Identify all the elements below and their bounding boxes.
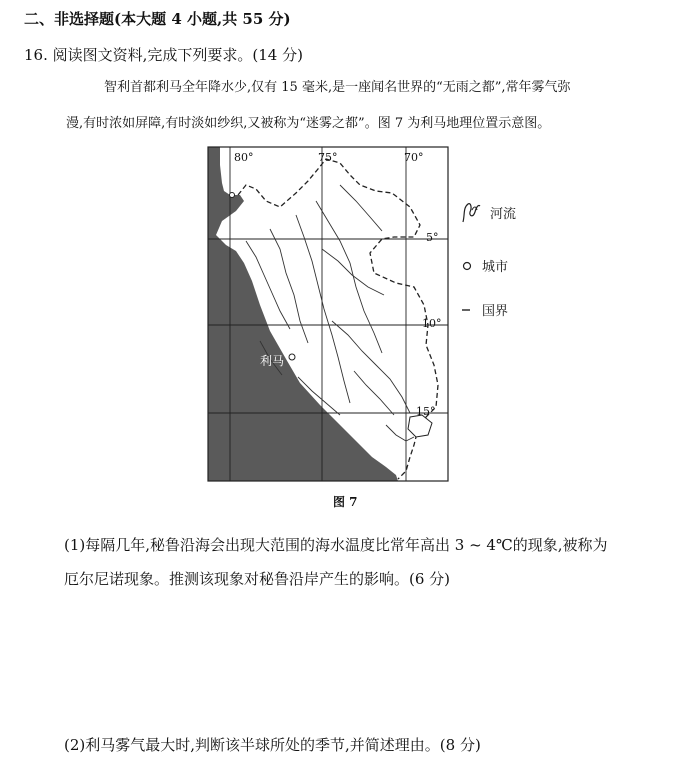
river-icon (460, 200, 486, 224)
sub-question-1-line-2: 厄尔尼诺现象。推测该现象对秘鲁沿岸产生的影响。(6 分) (64, 570, 451, 588)
legend-city-label: 城市 (482, 260, 509, 275)
longitude-label-75: 75° (318, 151, 338, 164)
latitude-label-5: 5° (426, 231, 439, 244)
border-dash-icon (460, 303, 474, 317)
city-marker-north (230, 193, 235, 198)
longitude-label-80: 80° (234, 151, 254, 164)
city-marker-lima (289, 354, 295, 360)
figure-caption: 图 7 (333, 495, 358, 509)
ocean-area (208, 147, 398, 481)
city-circle-icon (460, 259, 474, 273)
latitude-label-10: 10° (422, 317, 442, 330)
section-title: 二、非选择题(本大题 4 小题,共 55 分) (24, 10, 291, 28)
latitude-label-15: 15° (416, 405, 436, 418)
lake (408, 415, 432, 437)
legend-river-label: 河流 (490, 206, 517, 222)
legend-city (460, 256, 508, 275)
sub-question-2: (2)利马雾气最大时,判断该半球所处的季节,并简述理由。(8 分) (64, 736, 481, 754)
legend-river (460, 200, 516, 224)
question-title: 16. 阅读图文资料,完成下列要求。(14 分) (24, 46, 303, 64)
question-paragraph-2: 漫,有时浓如屏障,有时淡如纱织,又被称为“迷雾之都”。图 7 为利马地理位置示意图。 (66, 116, 551, 131)
longitude-label-70: 70° (404, 151, 424, 164)
lima-location-map (200, 145, 450, 483)
map-legend (460, 200, 580, 330)
sub-question-1-line-1: (1)每隔几年,秘鲁沿海会出现大范围的海水温度比常年高出 3 ~ 4℃的现象,被称为 (64, 536, 608, 554)
city-label-lima: 利马 (260, 354, 285, 368)
legend-border (460, 300, 508, 319)
legend-border-label: 国界 (482, 304, 509, 319)
question-paragraph-1: 智利首都利马全年降水少,仅有 15 毫米,是一座闻名世界的“无雨之都”,常年雾气弥 (104, 80, 571, 95)
